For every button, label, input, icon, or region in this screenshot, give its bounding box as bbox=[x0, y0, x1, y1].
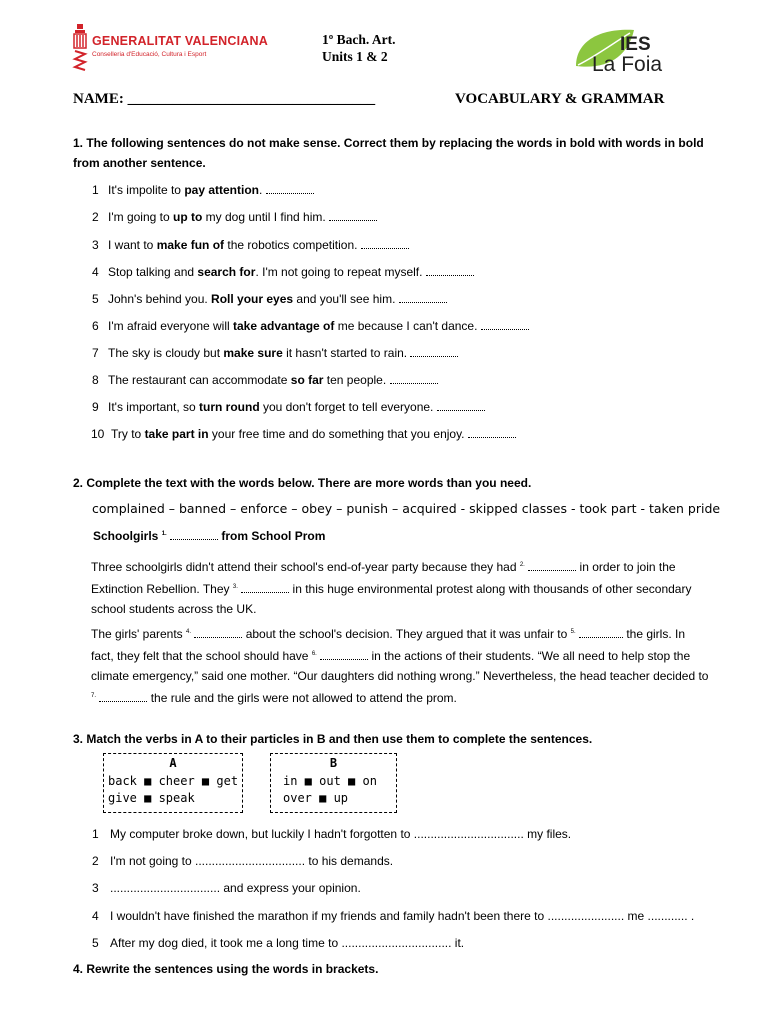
item-text: your free time and do something that you enjoy. bbox=[208, 427, 468, 441]
paragraph-text: the girls. In fact, they felt that the school should have bbox=[91, 627, 686, 663]
item-bold: take advantage of bbox=[233, 319, 335, 333]
item-text: ................................. and express your opinion. bbox=[110, 881, 361, 895]
ex2-instruction: 2. Complete the text with the words below. There are more words than you need. bbox=[73, 476, 532, 490]
item-text: Try to bbox=[111, 427, 145, 441]
item-bold: turn round bbox=[199, 400, 260, 414]
generalitat-logo bbox=[72, 24, 268, 72]
ex1-item bbox=[92, 183, 314, 197]
title-text: Schoolgirls bbox=[93, 529, 162, 543]
gap-number: 3. bbox=[232, 584, 238, 590]
item-number: 8 bbox=[92, 373, 99, 387]
ex3-instruction: 3. Match the verbs in A to their particles in B and then use them to complete the sentences. bbox=[73, 732, 593, 746]
item-text: I'm afraid everyone will bbox=[108, 319, 234, 333]
answer-blank[interactable] bbox=[320, 649, 368, 660]
item-text: my dog until I find him. bbox=[202, 210, 330, 224]
item-number: 6 bbox=[92, 319, 99, 333]
answer-blank[interactable] bbox=[99, 691, 147, 702]
item-bold: pay attention bbox=[184, 183, 259, 197]
item-number: 9 bbox=[92, 400, 99, 414]
answer-blank[interactable] bbox=[170, 529, 218, 540]
ex1-item bbox=[92, 292, 447, 306]
paragraph-text: in order to join the Extinction Rebellion. They bbox=[91, 560, 676, 596]
article-paragraph-1 bbox=[91, 555, 711, 619]
item-bold: up to bbox=[173, 210, 203, 224]
box-heading: B bbox=[329, 756, 338, 770]
ex3-item bbox=[92, 936, 464, 950]
item-text: The sky is cloudy but bbox=[108, 346, 224, 360]
item-text: . bbox=[259, 183, 266, 197]
ex1-item bbox=[92, 373, 438, 387]
item-text: I'm going to bbox=[108, 210, 173, 224]
gap-number: 1. bbox=[161, 531, 167, 537]
item-text: and you'll see him. bbox=[293, 292, 399, 306]
paragraph-text: in this huge environmental protest along with thousands of other secondary school students across the UK. bbox=[91, 582, 692, 616]
article-title bbox=[93, 529, 325, 543]
item-number: 10 bbox=[91, 427, 105, 441]
item-bold: take part in bbox=[144, 427, 209, 441]
item-text: The restaurant can accommodate bbox=[108, 373, 291, 387]
answer-blank[interactable] bbox=[329, 210, 377, 221]
title-text: from School Prom bbox=[218, 529, 326, 543]
name-field: NAME: _________________________________ bbox=[73, 91, 376, 107]
item-text: . I'm not going to repeat myself. bbox=[255, 265, 426, 279]
box-line: give ■ speak bbox=[108, 791, 195, 805]
box-line: in ■ out ■ on bbox=[283, 774, 377, 788]
answer-blank[interactable] bbox=[390, 373, 438, 384]
item-number: 2 bbox=[92, 210, 99, 224]
answer-blank[interactable] bbox=[468, 427, 516, 438]
answer-blank[interactable] bbox=[426, 265, 474, 276]
item-text: the robotics competition. bbox=[224, 238, 361, 252]
box-line: back ■ cheer ■ get bbox=[108, 774, 239, 788]
item-number: 5 bbox=[92, 936, 99, 950]
word-bank: complained – banned – enforce – obey – punish – acquired - skipped classes - took part - taken pride bbox=[92, 501, 721, 516]
item-number: 3 bbox=[92, 238, 99, 252]
item-text: you don't forget to tell everyone. bbox=[259, 400, 437, 414]
answer-blank[interactable] bbox=[437, 400, 485, 411]
answer-blank[interactable] bbox=[579, 627, 623, 638]
item-number: 1 bbox=[92, 183, 99, 197]
answer-blank[interactable] bbox=[241, 582, 289, 593]
ex1-instruction: 1. The following sentences do not make sense. Correct them by replacing the words in bold with words in bold from another sentence. bbox=[73, 136, 704, 170]
course-line-1: 1º Bach. Art. bbox=[322, 32, 396, 47]
ex1-item bbox=[92, 400, 485, 414]
answer-blank[interactable] bbox=[266, 183, 314, 194]
ex3-item bbox=[92, 827, 571, 841]
paragraph-text: Three schoolgirls didn't attend their school's end-of-year party because they had bbox=[91, 560, 520, 574]
ex4-instruction: 4. Rewrite the sentences using the words in brackets. bbox=[73, 962, 379, 976]
item-bold: search for bbox=[197, 265, 256, 279]
gv-emblem-icon bbox=[72, 24, 88, 72]
item-text: It's important, so bbox=[108, 400, 199, 414]
item-number: 7 bbox=[92, 346, 99, 360]
box-heading: A bbox=[169, 756, 177, 770]
verbs-box-a bbox=[103, 753, 243, 813]
gap-number: 6. bbox=[311, 651, 317, 657]
ex1-item bbox=[91, 427, 516, 441]
item-bold: make fun of bbox=[156, 238, 225, 252]
particles-box-b bbox=[270, 753, 397, 813]
box-line: over ■ up bbox=[283, 791, 349, 805]
ex3-item bbox=[92, 881, 361, 895]
org-name: GENERALITAT VALENCIANA bbox=[92, 34, 268, 48]
item-bold: make sure bbox=[223, 346, 283, 360]
item-number: 4 bbox=[92, 909, 99, 923]
item-number: 4 bbox=[92, 265, 99, 279]
item-number: 3 bbox=[92, 881, 99, 895]
item-text: it hasn't started to rain. bbox=[282, 346, 411, 360]
item-bold: Roll your eyes bbox=[211, 292, 294, 306]
item-text: I'm not going to ................................. to his demands. bbox=[110, 854, 394, 868]
item-number: 5 bbox=[92, 292, 99, 306]
answer-blank[interactable] bbox=[481, 319, 529, 330]
ex1-item bbox=[92, 265, 474, 279]
school-logo bbox=[572, 26, 676, 76]
answer-blank[interactable] bbox=[194, 627, 242, 638]
gap-number: 7. bbox=[91, 693, 97, 699]
course-line-2: Units 1 & 2 bbox=[322, 49, 388, 64]
answer-blank[interactable] bbox=[410, 346, 458, 357]
item-text: After my dog died, it took me a long time to ................................. it. bbox=[110, 936, 465, 950]
article-paragraph-2 bbox=[91, 622, 711, 708]
org-subtitle: Conselleria d'Educació, Cultura i Esport bbox=[92, 51, 207, 58]
course-info bbox=[322, 31, 395, 65]
item-bold: so far bbox=[290, 373, 324, 387]
answer-blank[interactable] bbox=[399, 292, 447, 303]
item-text: John's behind you. bbox=[108, 292, 212, 306]
item-number: 1 bbox=[92, 827, 99, 841]
answer-blank[interactable] bbox=[361, 238, 409, 249]
item-text: It's impolite to bbox=[108, 183, 185, 197]
gap-number: 4. bbox=[186, 629, 192, 635]
document-title: VOCABULARY & GRAMMAR bbox=[455, 91, 665, 107]
item-text: My computer broke down, but luckily I hadn't forgotten to ................................. my files. bbox=[110, 827, 572, 841]
ex1-item bbox=[92, 210, 377, 224]
gap-number: 2. bbox=[519, 562, 525, 568]
ex1-item bbox=[92, 319, 529, 333]
item-text: Stop talking and bbox=[108, 265, 198, 279]
ex1-item bbox=[92, 238, 409, 252]
paragraph-text: in the actions of their students. “We all need to help stop the climate emergency,” said one mother. “Our daughters did nothing wrong.” Nevertheless, the head teacher decided to bbox=[91, 649, 709, 683]
ex1-item bbox=[92, 346, 458, 360]
paragraph-text: The girls' parents bbox=[91, 627, 186, 641]
item-number: 2 bbox=[92, 854, 99, 868]
ex3-item bbox=[92, 854, 393, 868]
item-text: me because I can't dance. bbox=[334, 319, 481, 333]
gap-number: 5. bbox=[570, 629, 576, 635]
school-name: La Foia bbox=[592, 53, 663, 76]
item-text: ten people. bbox=[323, 373, 390, 387]
school-ies: IES bbox=[620, 34, 651, 55]
answer-blank[interactable] bbox=[528, 560, 576, 571]
ex3-item bbox=[92, 909, 694, 923]
item-text: I want to bbox=[108, 238, 157, 252]
paragraph-text: about the school's decision. They argued that it was unfair to bbox=[242, 627, 571, 641]
item-text: I wouldn't have finished the marathon if my friends and family hadn't been there to ....................... me ............ . bbox=[110, 909, 695, 923]
paragraph-text: the rule and the girls were not allowed to attend the prom. bbox=[147, 691, 457, 705]
